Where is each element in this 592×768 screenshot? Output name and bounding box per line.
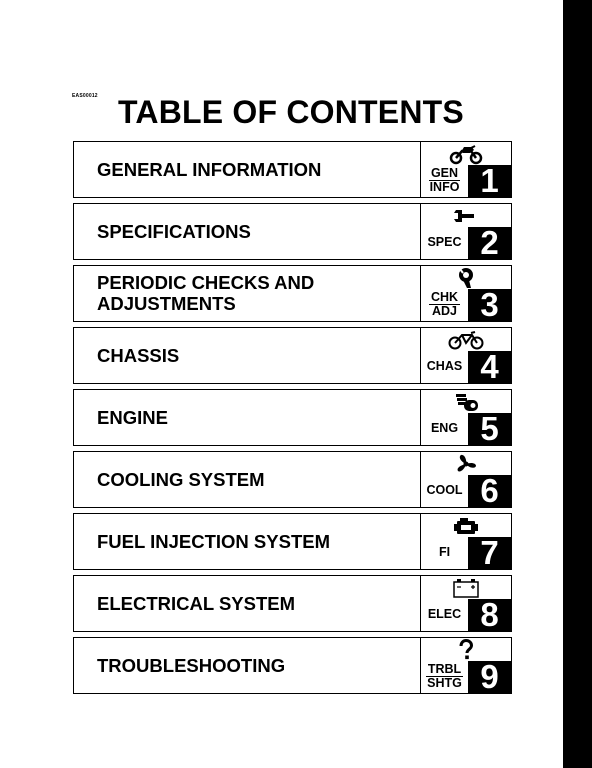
chapter-tab[interactable] xyxy=(420,389,512,446)
chapter-tab[interactable] xyxy=(420,141,512,198)
toc-entry-title: ENGINE xyxy=(97,406,168,428)
chapter-abbreviation: ELEC xyxy=(427,607,462,621)
page-title: TABLE OF CONTENTS xyxy=(118,94,464,130)
chapter-number: 1 xyxy=(468,165,511,197)
chapter-abbreviation: FI xyxy=(438,545,451,559)
toc-entry-engine[interactable] xyxy=(73,389,511,446)
chapter-number: 3 xyxy=(468,289,511,321)
chapter-abbreviation: CHAS xyxy=(426,359,463,373)
toc-entry-title: CHASSIS xyxy=(97,344,180,366)
toc-entry-title: TROUBLESHOOTING xyxy=(97,654,286,676)
toc-entry-title: PERIODIC CHECKS AND ADJUSTMENTS xyxy=(97,272,315,314)
chapter-number: 7 xyxy=(468,537,511,569)
chapter-tab[interactable] xyxy=(420,513,512,570)
chapter-abbreviation: ENG xyxy=(430,421,459,435)
chapter-abbreviation: CHK ADJ xyxy=(430,290,459,318)
toc-entry-troubleshooting[interactable] xyxy=(73,637,511,694)
chapter-number: 9 xyxy=(468,661,511,693)
toc-entry-fuel-injection-system[interactable] xyxy=(73,513,511,570)
chapter-abbreviation: GEN INFO xyxy=(429,166,460,194)
chapter-abbreviation: SPEC xyxy=(427,235,462,249)
chapter-tab[interactable] xyxy=(420,451,512,508)
toc-entry-title: GENERAL INFORMATION xyxy=(97,158,322,180)
chapter-number: 5 xyxy=(468,413,511,445)
chapter-number: 6 xyxy=(468,475,511,507)
toc-entry-title: ELECTRICAL SYSTEM xyxy=(97,592,296,614)
chapter-tab[interactable] xyxy=(420,637,512,694)
toc-entry-chassis[interactable] xyxy=(73,327,511,384)
toc-entry-title: COOLING SYSTEM xyxy=(97,468,265,490)
toc-entry-cooling-system[interactable] xyxy=(73,451,511,508)
chapter-tab[interactable] xyxy=(420,575,512,632)
toc-entry-title: FUEL INJECTION SYSTEM xyxy=(97,530,330,552)
page-code: EAS00012 xyxy=(72,93,98,99)
chapter-number: 4 xyxy=(468,351,511,383)
chapter-abbreviation: TRBL SHTG xyxy=(427,662,462,690)
chapter-tab[interactable] xyxy=(420,203,512,260)
toc-entry-periodic-checks[interactable] xyxy=(73,265,511,322)
toc-entry-title: SPECIFICATIONS xyxy=(97,220,251,242)
toc-entry-specifications[interactable] xyxy=(73,203,511,260)
chapter-tab[interactable] xyxy=(420,327,512,384)
chapter-abbreviation: COOL xyxy=(426,483,463,497)
toc-entry-general-information[interactable] xyxy=(73,141,511,198)
chapter-number: 2 xyxy=(468,227,511,259)
chapter-tab[interactable] xyxy=(420,265,512,322)
chapter-number: 8 xyxy=(468,599,511,631)
toc-entry-electrical-system[interactable] xyxy=(73,575,511,632)
